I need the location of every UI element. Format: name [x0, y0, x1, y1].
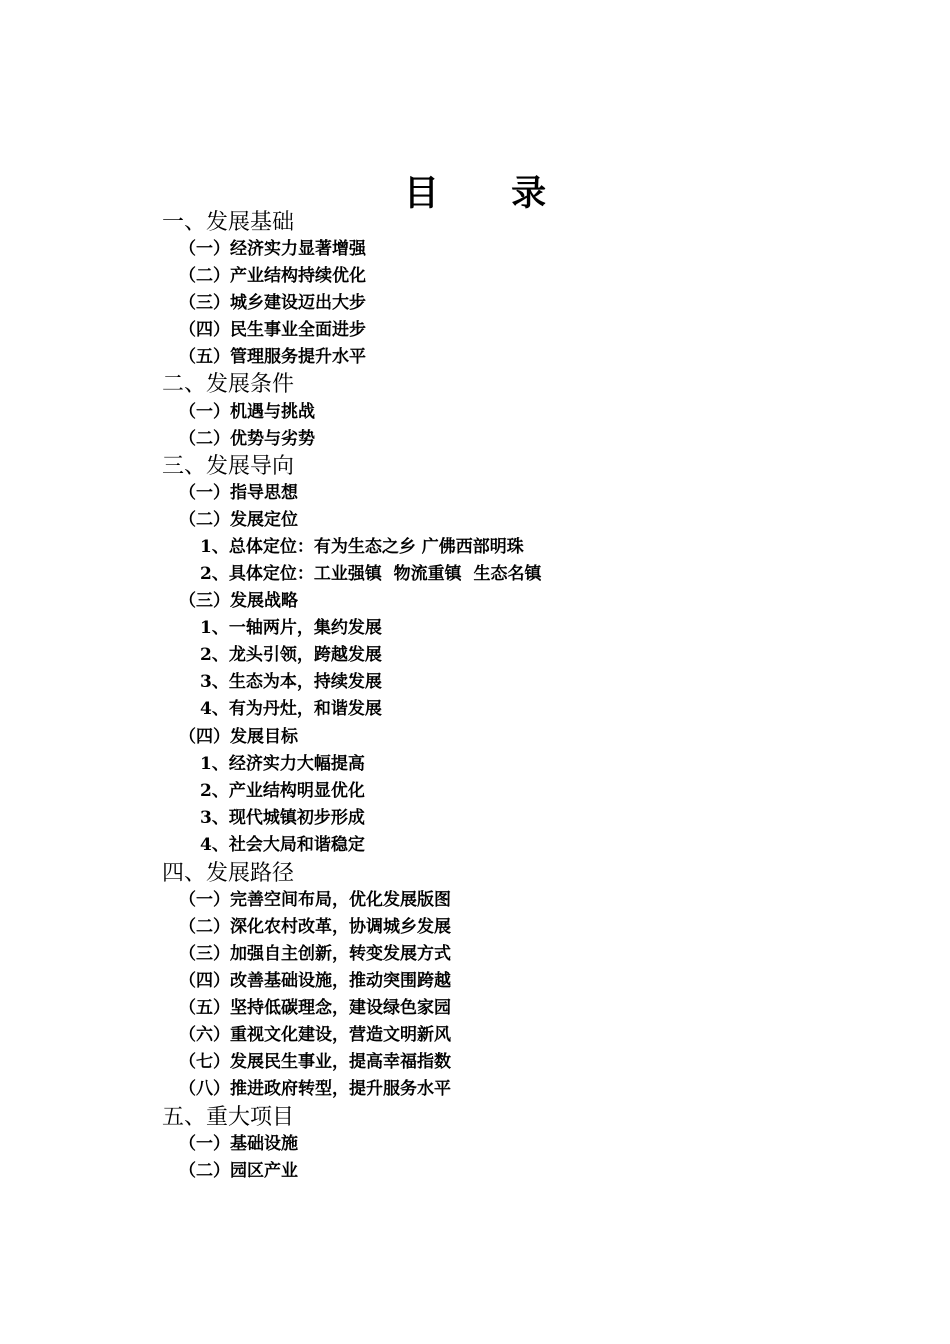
toc-entry: （四）民生事业全面进步 [179, 320, 366, 340]
toc-entry: （五）管理服务提升水平 [179, 347, 366, 367]
toc-heading: 三、发展导向 [162, 454, 295, 479]
toc-subentry: 4、社会大局和谐稳定 [200, 835, 365, 855]
toc-subentry: 3、生态为本，持续发展 [200, 672, 382, 692]
toc-subentry: 1、总体定位：有为生态之乡 广佛西部明珠 [200, 537, 524, 557]
toc-entry: （二）优势与劣势 [179, 429, 315, 449]
toc-entry: （一）完善空间布局，优化发展版图 [179, 890, 451, 910]
toc-subentry: 2、产业结构明显优化 [200, 781, 365, 801]
toc-heading: 一、发展基础 [162, 210, 295, 235]
toc-subentry: 2、具体定位：工业强镇 物流重镇 生态名镇 [200, 564, 542, 584]
toc-subentry: 1、经济实力大幅提高 [200, 754, 365, 774]
toc-subentry: 3、现代城镇初步形成 [200, 808, 365, 828]
toc-entry: （一）经济实力显著增强 [179, 239, 366, 259]
toc-entry: （一）指导思想 [179, 483, 298, 503]
toc-entry: （二）深化农村改革，协调城乡发展 [179, 917, 451, 937]
toc-entry: （二）园区产业 [179, 1161, 298, 1181]
toc-entry: （三）发展战略 [179, 591, 298, 611]
toc-heading: 五、重大项目 [162, 1105, 295, 1130]
toc-entry: （一）基础设施 [179, 1134, 298, 1154]
toc-entry: （一）机遇与挑战 [179, 402, 315, 422]
toc-entry: （二）产业结构持续优化 [179, 266, 366, 286]
toc-entry: （三）加强自主创新，转变发展方式 [179, 944, 451, 964]
toc-entry: （四）改善基础设施，推动突围跨越 [179, 971, 451, 991]
toc-entry: （四）发展目标 [179, 727, 298, 747]
toc-entry: （五）坚持低碳理念，建设绿色家园 [179, 998, 451, 1018]
toc-entry: （七）发展民生事业，提高幸福指数 [179, 1052, 451, 1072]
toc-heading: 四、发展路径 [162, 861, 295, 886]
toc-entry: （二）发展定位 [179, 510, 298, 530]
page-title: 目 录 [403, 173, 577, 214]
toc-subentry: 4、有为丹灶，和谐发展 [200, 699, 382, 719]
toc-subentry: 2、龙头引领，跨越发展 [200, 645, 382, 665]
toc-entry: （八）推进政府转型，提升服务水平 [179, 1079, 451, 1099]
toc-entry: （三）城乡建设迈出大步 [179, 293, 366, 313]
toc-entry: （六）重视文化建设，营造文明新风 [179, 1025, 451, 1045]
toc-subentry: 1、一轴两片，集约发展 [200, 618, 382, 638]
toc-heading: 二、发展条件 [162, 372, 295, 397]
